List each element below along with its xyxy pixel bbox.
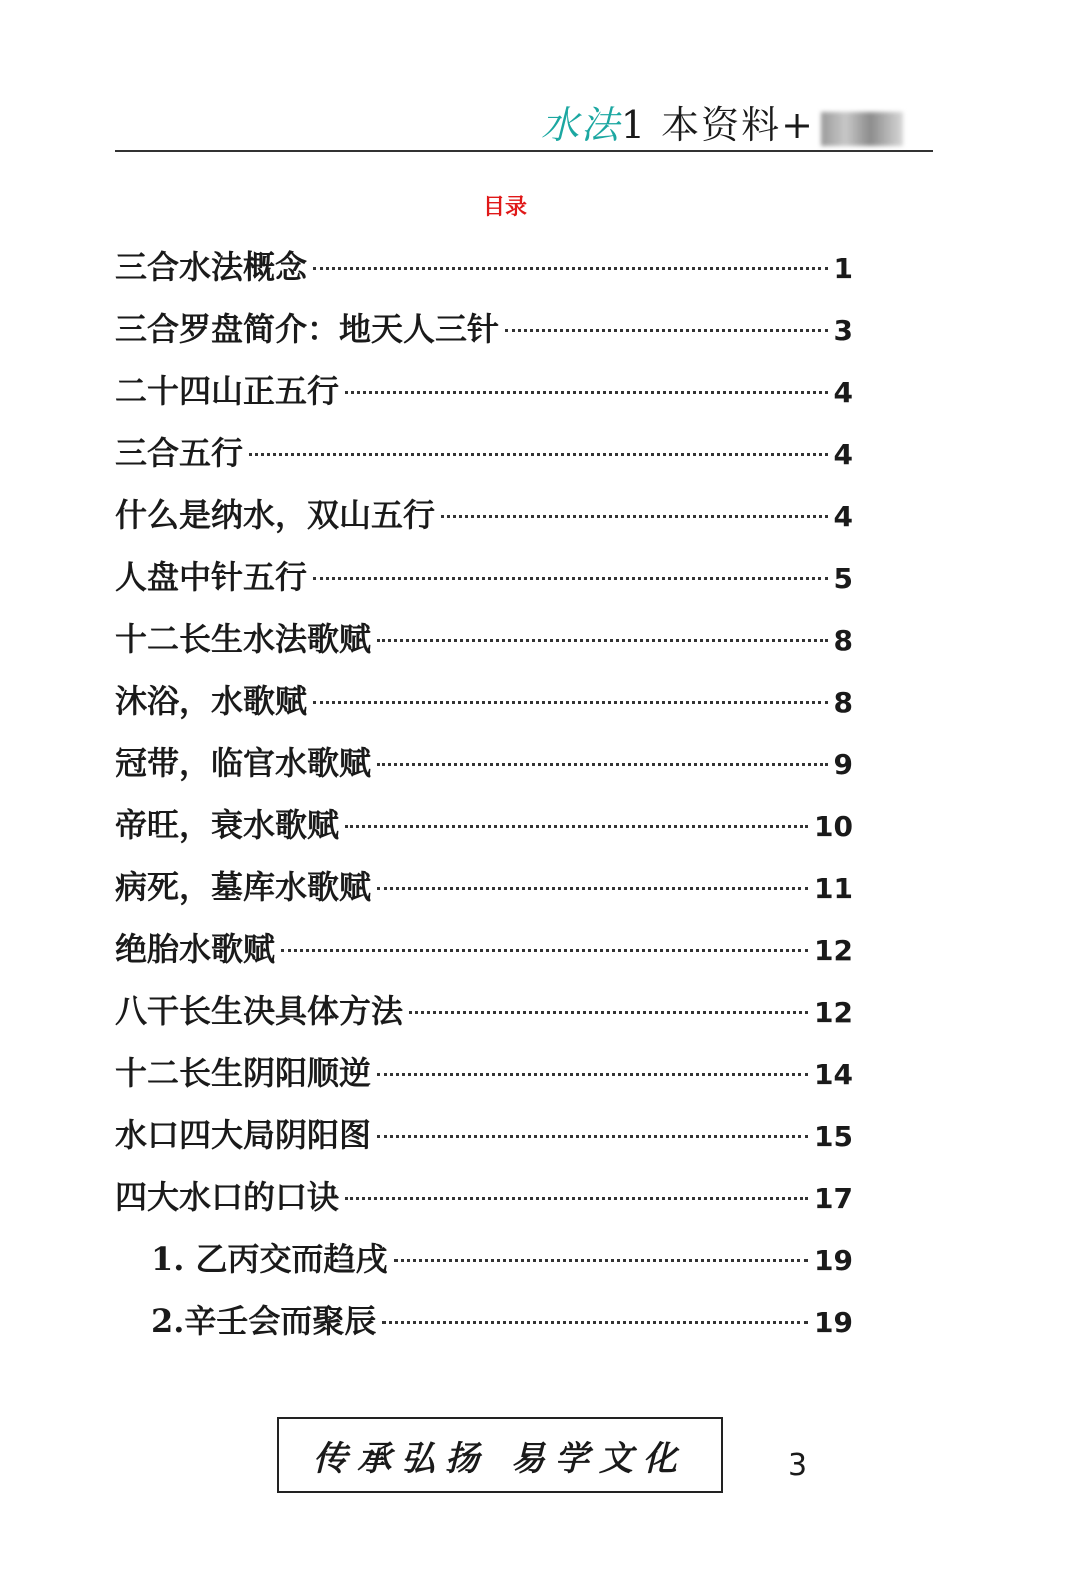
toc-entry-title: 2.辛壬会而聚辰: [151, 1302, 377, 1340]
toc-entry-title: 二十四山正五行: [115, 372, 340, 410]
toc-entry[interactable]: [115, 980, 853, 1042]
leader-dots: [377, 1134, 808, 1138]
toc-entry[interactable]: [115, 1042, 853, 1104]
header-title-accent: 水法: [540, 103, 621, 147]
toc-entry-title: 绝胎水歌赋: [115, 930, 276, 968]
toc-heading: 目录: [482, 194, 527, 220]
toc-entry-title: 什么是纳水，双山五行: [115, 496, 436, 534]
toc-entry-page: 4: [833, 438, 853, 471]
toc-entry-title: 病死，墓库水歌赋: [115, 868, 372, 906]
toc-entry-title: 帝旺，衰水歌赋: [115, 806, 340, 844]
toc-entry-page: 15: [814, 1120, 853, 1153]
toc-entry-title: 沐浴，水歌赋: [115, 682, 308, 720]
leader-dots: [281, 948, 808, 952]
leader-dots: [377, 886, 808, 890]
toc-entry-title: 三合水法概念: [115, 248, 308, 286]
toc-entry-page: 1: [833, 252, 853, 285]
page-header: [115, 88, 933, 152]
toc-entry-page: 8: [833, 686, 853, 719]
toc-entry[interactable]: [115, 360, 853, 422]
leader-dots: [313, 576, 828, 580]
toc-entry[interactable]: [115, 794, 853, 856]
toc-entry-page: 3: [833, 314, 853, 347]
toc-entry-title: 水口四大局阴阳图: [115, 1116, 372, 1154]
toc-entry-page: 10: [814, 810, 853, 843]
toc-entry-title: 四大水口的口诀: [115, 1178, 340, 1216]
toc-entry[interactable]: [115, 1166, 853, 1228]
toc-entry[interactable]: [115, 670, 853, 732]
leader-dots: [345, 390, 828, 394]
toc-entry-page: 19: [814, 1306, 853, 1339]
leader-dots: [345, 1196, 808, 1200]
toc-entry[interactable]: [115, 546, 853, 608]
leader-dots: [377, 762, 828, 766]
toc-entry-title: 十二长生水法歌赋: [115, 620, 372, 658]
toc-entry-title: 十二长生阴阳顺逆: [115, 1054, 372, 1092]
toc-entry-title: 八干长生决具体方法: [115, 992, 404, 1030]
toc-entry[interactable]: [115, 608, 853, 670]
leader-dots: [409, 1010, 808, 1014]
toc-entry-page: 19: [814, 1244, 853, 1277]
leader-dots: [345, 824, 808, 828]
toc-entry-page: 12: [814, 934, 853, 967]
toc-entry-title: 三合五行: [115, 434, 244, 472]
leader-dots: [441, 514, 828, 518]
leader-dots: [377, 638, 828, 642]
toc-subentry[interactable]: [115, 1290, 853, 1352]
header-title: [541, 94, 903, 149]
toc-entry[interactable]: [115, 732, 853, 794]
toc-entry-title: 人盘中针五行: [115, 558, 308, 596]
header-title-blurred: [821, 112, 903, 146]
toc-entry-page: 4: [833, 376, 853, 409]
leader-dots: [249, 452, 828, 456]
toc-entry-title: 1. 乙丙交而趋戌: [151, 1240, 388, 1278]
toc-entry-page: 17: [814, 1182, 853, 1215]
toc-entry[interactable]: [115, 298, 853, 360]
header-title-rest: 1 本资料+: [620, 103, 815, 147]
leader-dots: [382, 1320, 808, 1324]
leader-dots: [313, 266, 828, 270]
toc-entry-page: 4: [833, 500, 853, 533]
toc-entry-title: 冠带，临官水歌赋: [115, 744, 372, 782]
page-number: 3: [788, 1448, 808, 1483]
toc-entry-page: 12: [814, 996, 853, 1029]
leader-dots: [394, 1258, 808, 1262]
toc-entry-page: 5: [833, 562, 853, 595]
toc-entry-page: 14: [814, 1058, 853, 1091]
toc-entry-title: 三合罗盘简介：地天人三针: [115, 310, 500, 348]
toc-subentry[interactable]: [115, 1228, 853, 1290]
toc-entry[interactable]: [115, 484, 853, 546]
toc-entry-page: 11: [814, 872, 853, 905]
toc-list: [115, 236, 853, 1352]
footer-motto-box: [277, 1417, 723, 1493]
toc-entry-page: 8: [833, 624, 853, 657]
footer-motto: 传承弘扬 易学文化: [313, 1438, 687, 1479]
leader-dots: [313, 700, 828, 704]
toc-entry-page: 9: [833, 748, 853, 781]
toc-entry[interactable]: [115, 1104, 853, 1166]
toc-entry[interactable]: [115, 236, 853, 298]
leader-dots: [377, 1072, 808, 1076]
leader-dots: [505, 328, 828, 332]
toc-entry[interactable]: [115, 856, 853, 918]
toc-entry[interactable]: [115, 918, 853, 980]
toc-entry[interactable]: [115, 422, 853, 484]
